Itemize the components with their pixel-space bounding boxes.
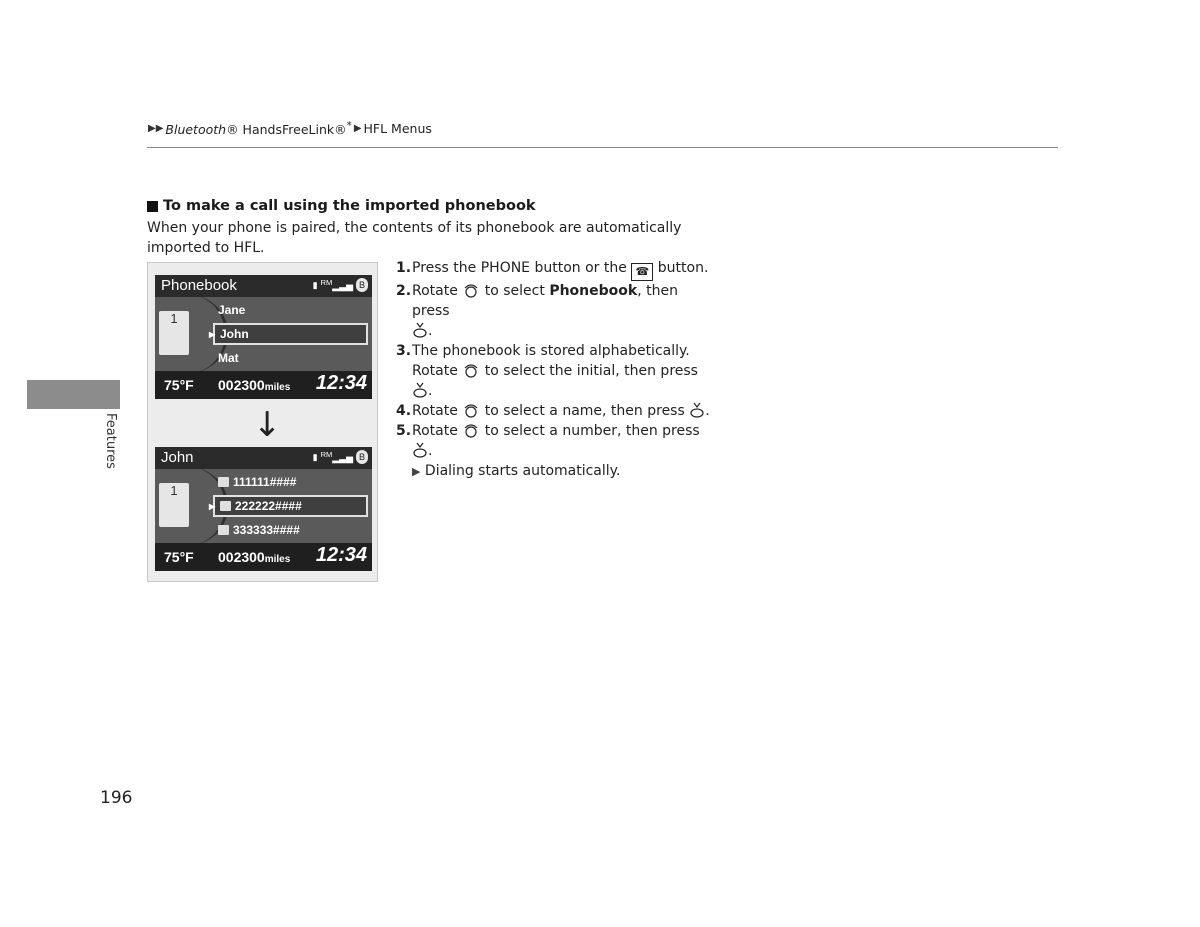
breadcrumb-arrow-icon: ▶▶: [148, 123, 164, 135]
screen-footer: [155, 543, 372, 571]
pointer-icon: ▶: [209, 329, 216, 339]
list-item: 333333####: [213, 519, 368, 541]
press-knob-icon: [412, 442, 428, 458]
intro-text: When your phone is paired, the contents of its phonebook are automatically imported to HFL.: [147, 220, 682, 256]
home-phone-icon: [218, 477, 229, 487]
phonebook-icon: 1: [159, 483, 189, 527]
press-knob-icon: [412, 322, 428, 338]
list-item-selected: ▶ John: [213, 323, 368, 345]
temperature: 75°F: [164, 549, 194, 565]
side-label: Features: [103, 413, 118, 469]
mobile-phone-icon: [220, 501, 231, 511]
signal-icon: $^{RM}$▂▃▅: [320, 278, 353, 291]
display-screen-contact: [155, 447, 372, 571]
signal-icon: $^{RM}$▂▃▅: [320, 450, 353, 463]
battery-icon: ▮: [312, 279, 318, 290]
phonebook-figure: [147, 262, 378, 582]
status-icons: [313, 450, 368, 464]
odometer: 002300miles: [218, 377, 291, 393]
breadcrumb-bluetooth[interactable]: Bluetooth® HandsFreeLink®*: [165, 120, 352, 138]
square-bullet-icon: [147, 201, 158, 212]
list-item: Jane: [218, 303, 246, 317]
breadcrumb-arrow-icon: ▶: [353, 123, 362, 135]
bluetooth-icon: B: [356, 278, 368, 292]
section-heading: To make a call using the imported phonebook: [147, 198, 536, 214]
phone-button-icon: ☎: [631, 263, 653, 281]
list-item: Mat: [218, 351, 239, 365]
screen-body: [155, 297, 372, 371]
step-5: 5. Rotate to select a number, then press . ▶ Dialing starts automatically.: [396, 423, 700, 479]
phonebook-icon: 1: [159, 311, 189, 355]
screen-title: John: [161, 449, 194, 466]
odometer: 002300miles: [218, 549, 291, 565]
rotate-knob-icon: [462, 282, 480, 298]
clock: 12:34: [315, 544, 367, 566]
step-2: 2. Rotate to select Phonebook, then press .: [396, 283, 678, 339]
step-5-note: Dialing starts automatically.: [424, 463, 621, 479]
temperature: 75°F: [164, 377, 194, 393]
pointer-icon: ▶: [209, 501, 216, 511]
side-tab: [27, 380, 120, 409]
step-3: 3. The phonebook is stored alphabetically. Rotate to select the initial, then press .: [396, 343, 698, 399]
result-arrow-icon: ▶: [412, 465, 421, 478]
down-arrow-icon: ↓: [253, 405, 282, 445]
step-4: 4. Rotate to select a name, then press .: [396, 403, 710, 419]
screen-header: [155, 447, 372, 469]
screen-header: [155, 275, 372, 297]
screen-footer: [155, 371, 372, 399]
press-knob-icon: [412, 382, 428, 398]
press-knob-icon: [689, 402, 705, 418]
screen-title: Phonebook: [161, 277, 237, 294]
bluetooth-icon: B: [356, 450, 368, 464]
rotate-knob-icon: [462, 422, 480, 438]
rotate-knob-icon: [462, 362, 480, 378]
list-item-selected: ▶ 222222####: [213, 495, 368, 517]
clock: 12:34: [315, 372, 367, 394]
status-icons: [313, 278, 368, 292]
step-1: 1. Press the PHONE button or the ☎ button.: [396, 258, 716, 281]
steps-list: [396, 258, 716, 482]
breadcrumb-hfl-menus[interactable]: HFL Menus: [363, 121, 432, 137]
display-screen-phonebook: [155, 275, 372, 399]
list-item: 111111####: [213, 471, 368, 493]
screen-body: [155, 469, 372, 543]
page-number: 196: [100, 788, 133, 808]
header-rule: [147, 147, 1058, 148]
breadcrumb: [148, 120, 432, 137]
battery-icon: ▮: [312, 451, 318, 462]
rotate-knob-icon: [462, 402, 480, 418]
work-phone-icon: [218, 525, 229, 535]
